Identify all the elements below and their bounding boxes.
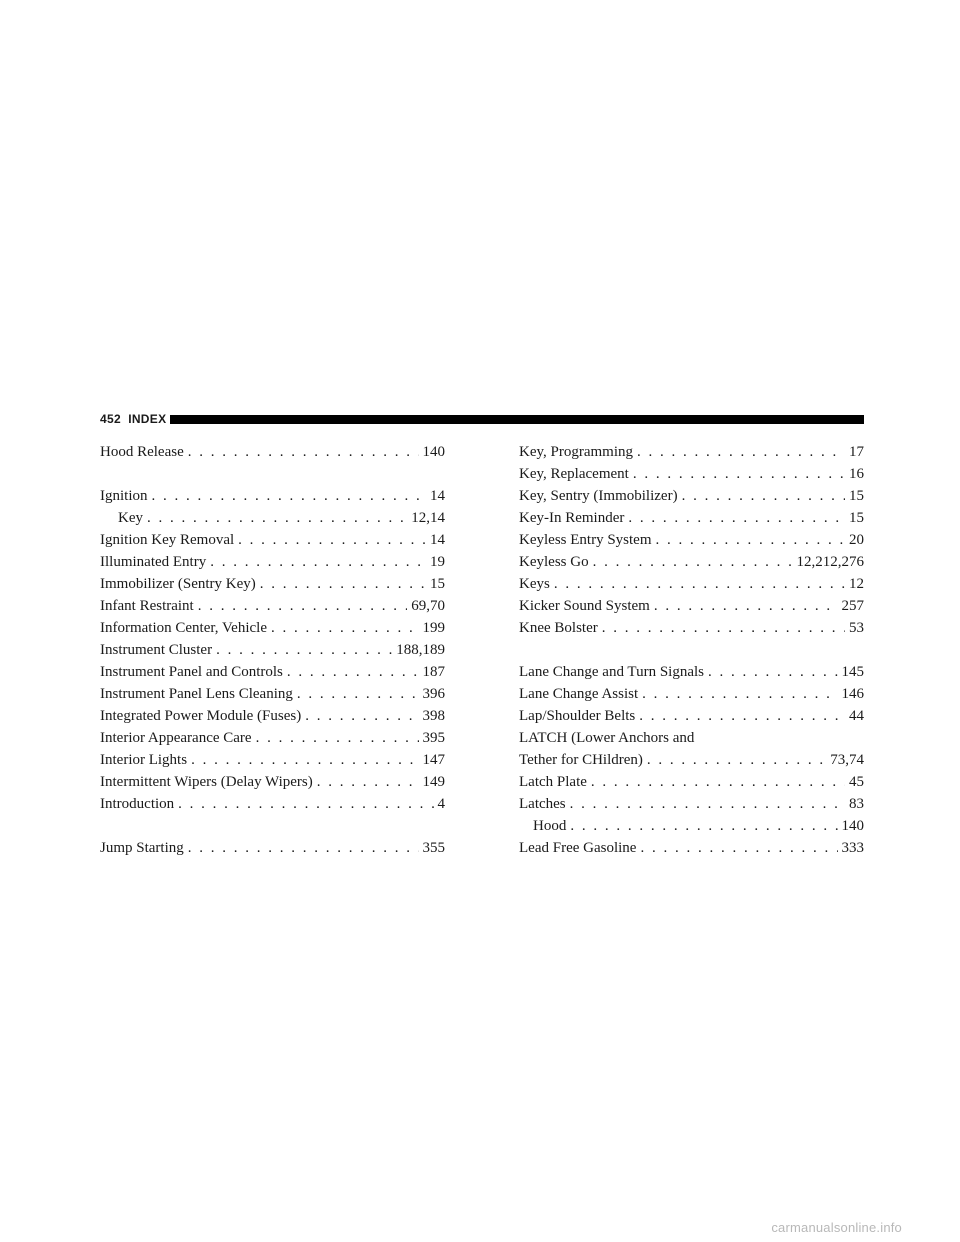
index-term: Knee Bolster [519,620,598,636]
index-entry [519,749,864,771]
index-entry [519,837,864,859]
index-term: Kicker Sound System [519,598,650,614]
index-entry [519,551,864,573]
page-reference: 12 [849,576,864,592]
page-reference: 140 [422,444,445,460]
page-reference: 44 [849,708,864,724]
index-term: Lane Change Assist [519,686,639,702]
index-term: Immobilizer (Sentry Key) [100,576,256,592]
index-entry [519,529,864,551]
index-entry [100,837,445,859]
index-term: Hood Release [100,444,184,460]
index-entry [519,771,864,793]
index-term: Keyless Entry System [519,532,652,548]
index-term: Ignition [100,488,148,504]
index-entry [100,485,445,507]
index-term: Interior Lights [100,752,188,768]
index-entry [100,793,445,815]
index-term: Integrated Power Module (Fuses) [100,708,302,724]
page-reference: 16 [849,466,864,482]
index-column-left [100,441,445,859]
index-entry [519,617,864,639]
dot-leader [593,551,793,573]
watermark: carmanualsonline.info [771,1220,902,1235]
page-reference: 14 [430,532,445,548]
dot-leader [628,507,845,529]
page-reference: 83 [849,796,864,812]
page-reference: 15 [430,576,445,592]
dot-leader [591,771,845,793]
page-header [100,411,864,427]
page-reference: 395 [422,730,445,746]
page-reference: 355 [422,840,445,856]
index-subentry [519,815,864,837]
index-term: Instrument Panel Lens Cleaning [100,686,293,702]
dot-leader [260,573,426,595]
index-term: Key, Sentry (Immobilizer) [519,488,678,504]
index-term: Latches [519,796,566,812]
dot-leader [188,837,419,859]
index-term: Lane Change and Turn Signals [519,664,704,680]
index-term: Introduction [100,796,175,812]
page-reference: 73,74 [830,752,864,768]
page-reference: 188,189 [396,642,445,658]
dot-leader [554,573,845,595]
index-entry [519,683,864,705]
index-entry [519,705,864,727]
page-reference: 15 [849,488,864,504]
dot-leader [570,793,845,815]
dot-leader [642,683,837,705]
index-entry [519,793,864,815]
index-term: Keys [519,576,550,592]
page-reference: 4 [437,796,445,812]
index-entry [100,639,445,661]
page-reference: 145 [841,664,864,680]
index-term: Key, Replacement [519,466,629,482]
index-entry-continued: LATCH (Lower Anchors and [519,730,695,746]
dot-leader [191,749,418,771]
index-term: Instrument Cluster [100,642,213,658]
dot-leader [297,683,419,705]
index-entry [100,705,445,727]
index-term: Intermittent Wipers (Delay Wipers) [100,774,313,790]
page-reference: 17 [849,444,864,460]
dot-leader [152,485,427,507]
page-reference: 149 [422,774,445,790]
dot-leader [210,551,426,573]
dot-leader [647,749,826,771]
page-reference: 147 [422,752,445,768]
page-reference: 146 [841,686,864,702]
index-subentry [100,507,445,529]
page-reference: 14 [430,488,445,504]
index-term: Key, Programming [519,444,634,460]
page-number: 452 [100,412,121,426]
dot-leader [656,529,846,551]
dot-leader [639,705,845,727]
index-term: Keyless Go [519,554,589,570]
page-reference: 12,212,276 [796,554,864,570]
page-reference: 199 [422,620,445,636]
index-term: Lead Free Gasoline [519,840,637,856]
index-term: Hood [533,818,567,834]
index-term: Tether for CHildren) [519,752,643,768]
dot-leader [271,617,419,639]
page-reference: 19 [430,554,445,570]
dot-leader [682,485,845,507]
dot-leader [188,441,419,463]
index-entry [100,617,445,639]
page-reference: 187 [422,664,445,680]
page-reference: 398 [422,708,445,724]
page-reference: 12,14 [411,510,445,526]
dot-leader [287,661,419,683]
index-entry [519,507,864,529]
dot-leader [654,595,838,617]
dot-leader [637,441,845,463]
index-term: Infant Restraint [100,598,194,614]
index-entry [519,573,864,595]
index-entry [100,771,445,793]
index-term: Illuminated Entry [100,554,207,570]
dot-leader [602,617,845,639]
index-term: Lap/Shoulder Belts [519,708,636,724]
page-reference: 333 [841,840,864,856]
index-entry [100,727,445,749]
dot-leader [305,705,418,727]
index-entry [519,595,864,617]
dot-leader [216,639,392,661]
page-reference: 396 [422,686,445,702]
index-entry [100,661,445,683]
dot-leader [147,507,407,529]
dot-leader [317,771,419,793]
index-entry [100,551,445,573]
index-term: Ignition Key Removal [100,532,235,548]
dot-leader [178,793,433,815]
dot-leader [198,595,408,617]
index-entry [100,441,445,463]
section-title: INDEX [128,412,167,426]
page-reference: 20 [849,532,864,548]
page-reference: 15 [849,510,864,526]
index-term: Interior Appearance Care [100,730,252,746]
index-entry [100,749,445,771]
index-entry [100,573,445,595]
page-reference: 140 [841,818,864,834]
dot-leader [570,815,837,837]
dot-leader [633,463,845,485]
dot-leader [708,661,838,683]
dot-leader [640,837,837,859]
index-entry [100,683,445,705]
page-reference: 53 [849,620,864,636]
index-entry [519,463,864,485]
dot-leader [238,529,426,551]
index-term: Information Center, Vehicle [100,620,267,636]
index-term: Latch Plate [519,774,587,790]
index-entry [519,485,864,507]
index-entry [519,441,864,463]
index-entry [100,595,445,617]
page-reference: 257 [841,598,864,614]
page-reference: 69,70 [411,598,445,614]
page-reference: 45 [849,774,864,790]
index-entry [100,529,445,551]
index-entry [519,661,864,683]
index-column-right [519,441,864,859]
index-term: Key [118,510,143,526]
index-term: Key-In Reminder [519,510,625,526]
dot-leader [256,727,419,749]
index-term: Instrument Panel and Controls [100,664,283,680]
header-rule [170,415,864,424]
index-term: Jump Starting [100,840,184,856]
